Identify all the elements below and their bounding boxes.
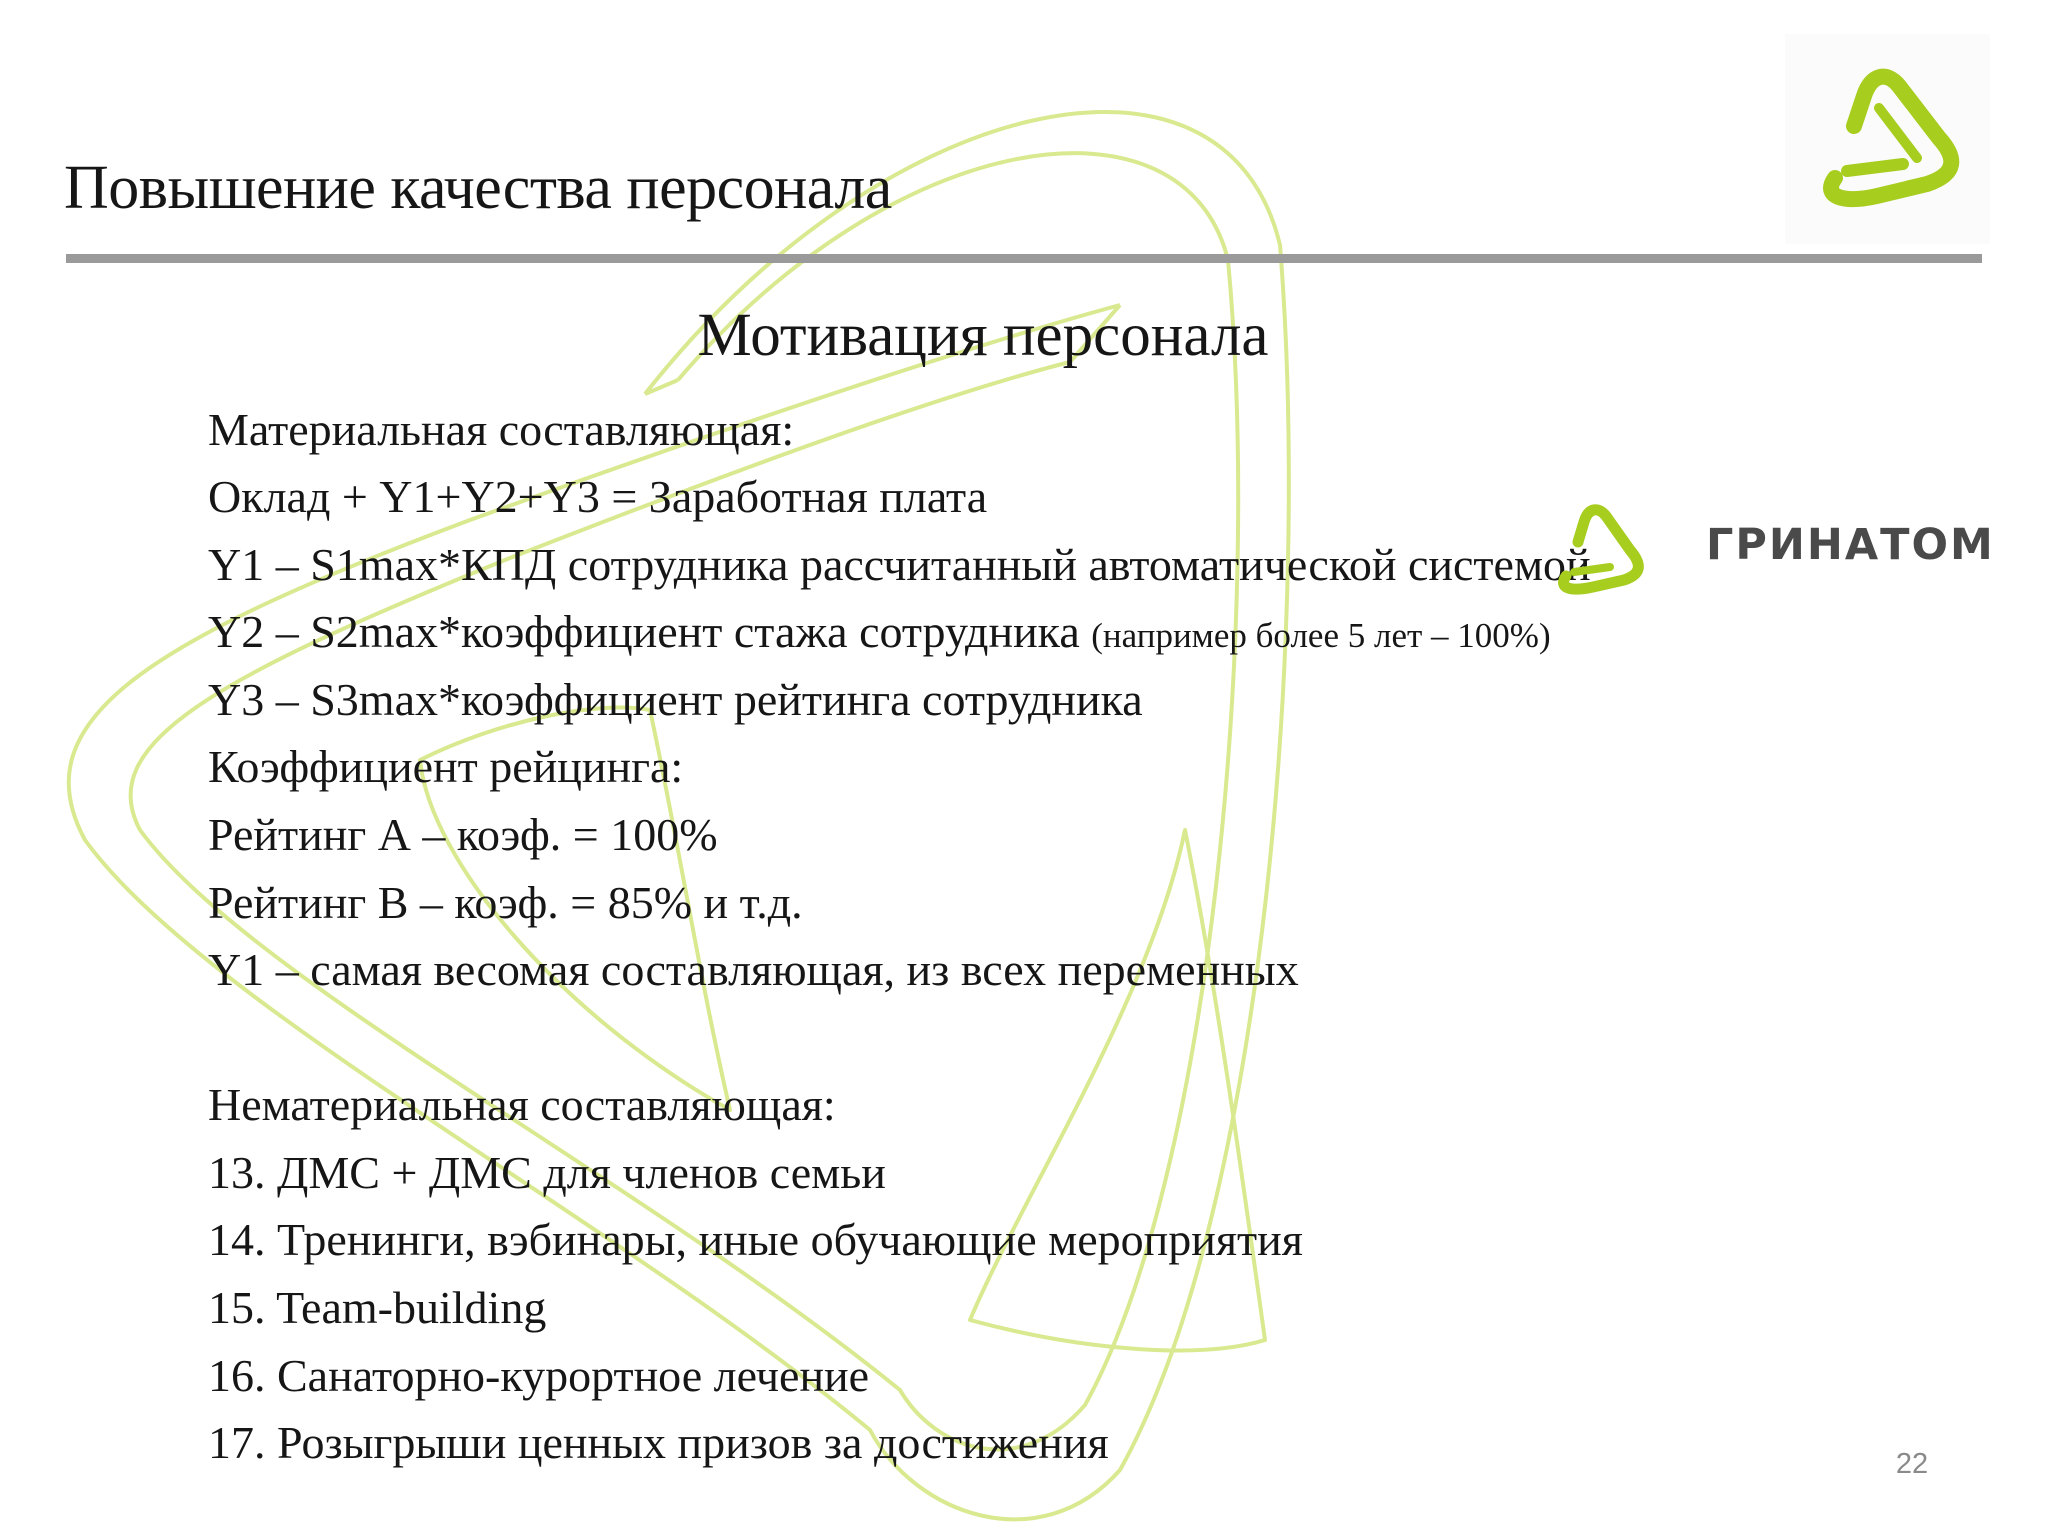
page-number: 22	[1895, 1448, 1929, 1480]
y1-definition: Y1 – S1max*КПД сотрудника рассчитанный автоматической системой	[208, 539, 1591, 590]
benefit-item-16: 16. Санаторно-курортное лечение	[208, 1350, 870, 1401]
benefit-item-15: 15. Team-building	[208, 1282, 547, 1333]
y2-definition	[208, 607, 1551, 658]
material-heading: Материальная составляющая:	[208, 404, 795, 455]
benefit-item-17: 17. Розыгрыши ценных призов за достижения	[208, 1417, 1109, 1468]
rating-a: Рейтинг А – коэф. = 100%	[208, 809, 718, 860]
benefit-item-13: 13. ДМС + ДМС для членов семьи	[208, 1147, 886, 1198]
corner-logo	[1785, 34, 1990, 244]
y3-definition: Y3 – S3max*коэффициент рейтинга сотрудника	[208, 674, 1143, 725]
y2-note: (например более 5 лет – 100%)	[1091, 616, 1551, 655]
triangle-loop-logo-icon	[1807, 66, 1962, 216]
company-name: ГРИНАТОМ	[1706, 520, 1995, 570]
title-divider	[66, 254, 1982, 263]
company-logo-icon	[1548, 502, 1646, 598]
company-logo	[1548, 502, 2010, 598]
section-subtitle: Мотивация персонала	[697, 302, 1269, 369]
rating-heading: Коэффициент рейцинга:	[208, 741, 684, 792]
rating-b: Рейтинг В – коэф. = 85% и т.д.	[208, 877, 803, 928]
y2-text: Y2 – S2max*коэффициент стажа сотрудника	[208, 606, 1080, 657]
benefit-item-14: 14. Тренинги, вэбинары, иные обучающие мероприятия	[208, 1214, 1303, 1265]
slide-title: Повышение качества персонала	[64, 154, 892, 222]
y1-weight-note: Y1 – самая весомая составляющая, из всех переменных	[208, 944, 1299, 995]
salary-formula: Оклад + Y1+Y2+Y3 = Заработная плата	[208, 471, 988, 522]
nonmaterial-heading: Нематериальная составляющая:	[208, 1079, 836, 1130]
